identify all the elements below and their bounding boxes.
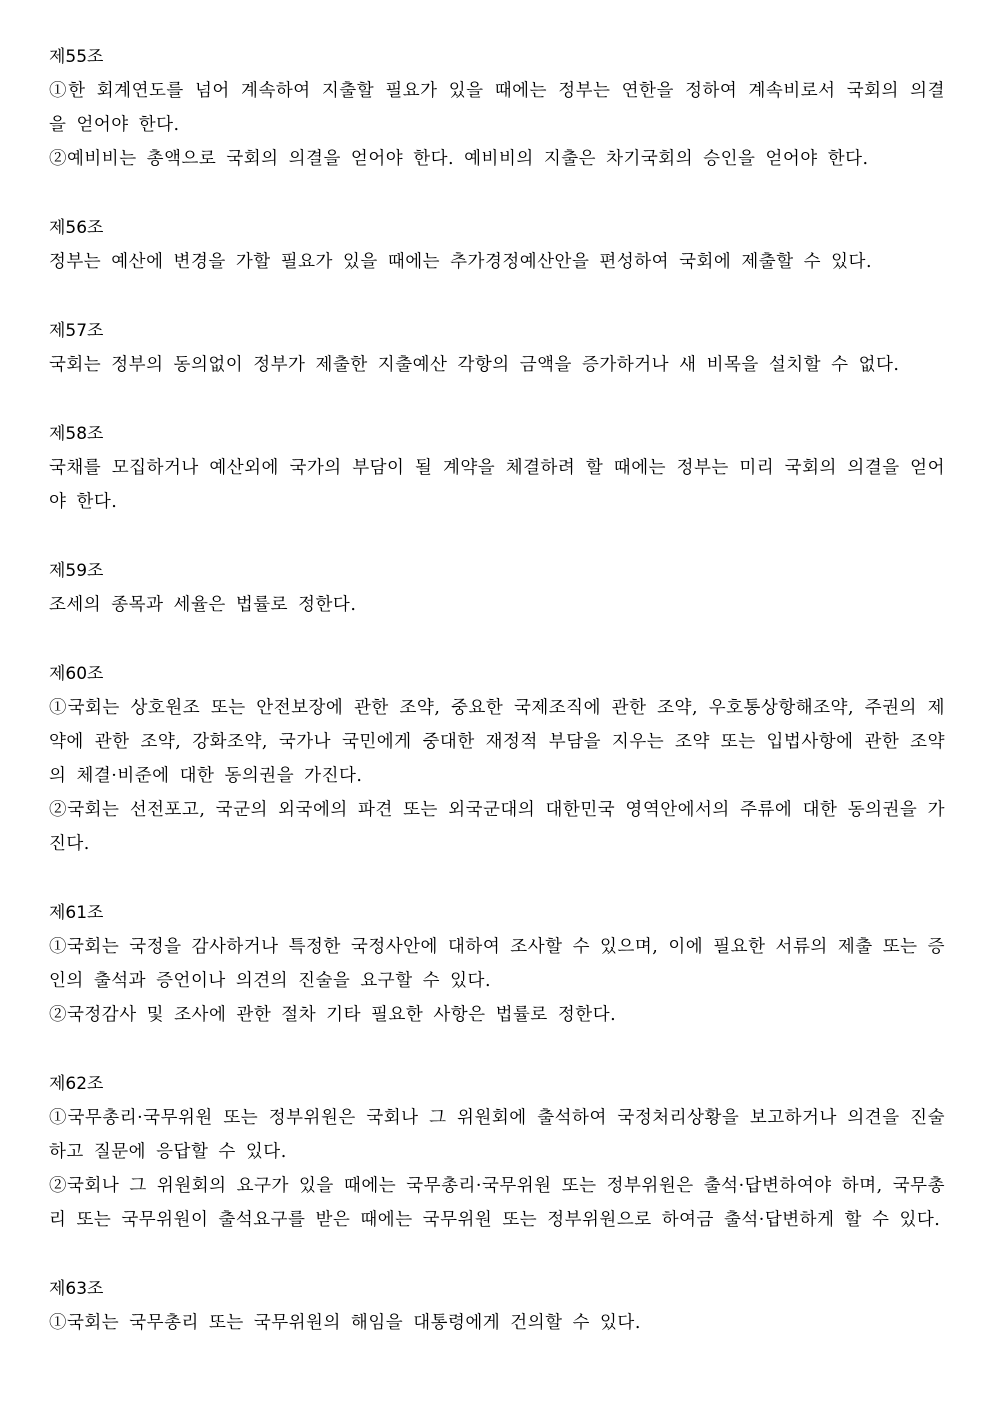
- article-paragraph: 조세의 종목과 세율은 법률로 정한다.: [49, 595, 357, 615]
- article-title: 제59조: [49, 561, 104, 581]
- article-title: 제55조: [49, 47, 104, 67]
- article-paragraph: ②국정감사 및 조사에 관한 절차 기타 필요한 사항은 법률로 정한다.: [49, 1005, 617, 1025]
- article-paragraph: ①한 회계연도를 넘어 계속하여 지출할 필요가 있을 때에는 정부는 연한을 정하여 계속비로서 국회의 의결을 얻어야 한다.: [49, 81, 945, 135]
- article-paragraph: ②국회는 선전포고, 국군의 외국에의 파견 또는 외국군대의 대한민국 영역안에서의 주류에 대한 동의권을 가진다.: [49, 800, 945, 854]
- article-55: [49, 40, 945, 176]
- article-60: [49, 657, 945, 861]
- article-paragraph: ①국회는 국무총리 또는 국무위원의 해임을 대통령에게 건의할 수 있다.: [49, 1313, 641, 1333]
- article-61: [49, 896, 945, 1032]
- document-page: [49, 40, 945, 1375]
- article-title: 제57조: [49, 321, 104, 341]
- article-58: [49, 417, 945, 519]
- article-paragraph: ②예비비는 총액으로 국회의 의결을 얻어야 한다. 예비비의 지출은 차기국회의 승인을 얻어야 한다.: [49, 149, 869, 169]
- article-paragraph: 국채를 모집하거나 예산외에 국가의 부담이 될 계약을 체결하려 할 때에는 정부는 미리 국회의 의결을 얻어야 한다.: [49, 458, 945, 512]
- article-63: [49, 1272, 945, 1340]
- article-title: 제56조: [49, 218, 104, 238]
- article-title: 제60조: [49, 664, 104, 684]
- article-title: 제62조: [49, 1074, 104, 1094]
- article-62: [49, 1067, 945, 1237]
- article-57: [49, 314, 945, 382]
- article-paragraph: ②국회나 그 위원회의 요구가 있을 때에는 국무총리·국무위원 또는 정부위원은 출석·답변하여야 하며, 국무총리 또는 국무위원이 출석요구를 받은 때에는 국무위원 또는 정부위원으로 하여금 출석·답변하게 할 수 있다.: [49, 1176, 945, 1230]
- article-paragraph: 정부는 예산에 변경을 가할 필요가 있을 때에는 추가경정예산안을 편성하여 국회에 제출할 수 있다.: [49, 252, 873, 272]
- article-paragraph: 국회는 정부의 동의없이 정부가 제출한 지출예산 각항의 금액을 증가하거나 새 비목을 설치할 수 없다.: [49, 355, 900, 375]
- article-title: 제63조: [49, 1279, 104, 1299]
- article-56: [49, 211, 945, 279]
- article-title: 제61조: [49, 903, 104, 923]
- article-title: 제58조: [49, 424, 104, 444]
- article-paragraph: ①국회는 상호원조 또는 안전보장에 관한 조약, 중요한 국제조직에 관한 조약, 우호통상항해조약, 주권의 제약에 관한 조약, 강화조약, 국가나 국민에게 중대한 재정적 부담을 지우는 조약 또는 입법사항에 관한 조약의 체결·비준에 대한 동의권을 가진다.: [49, 698, 945, 786]
- article-paragraph: ①국무총리·국무위원 또는 정부위원은 국회나 그 위원회에 출석하여 국정처리상황을 보고하거나 의견을 진술하고 질문에 응답할 수 있다.: [49, 1108, 945, 1162]
- article-paragraph: ①국회는 국정을 감사하거나 특정한 국정사안에 대하여 조사할 수 있으며, 이에 필요한 서류의 제출 또는 증인의 출석과 증언이나 의견의 진술을 요구할 수 있다.: [49, 937, 945, 991]
- article-59: [49, 554, 945, 622]
